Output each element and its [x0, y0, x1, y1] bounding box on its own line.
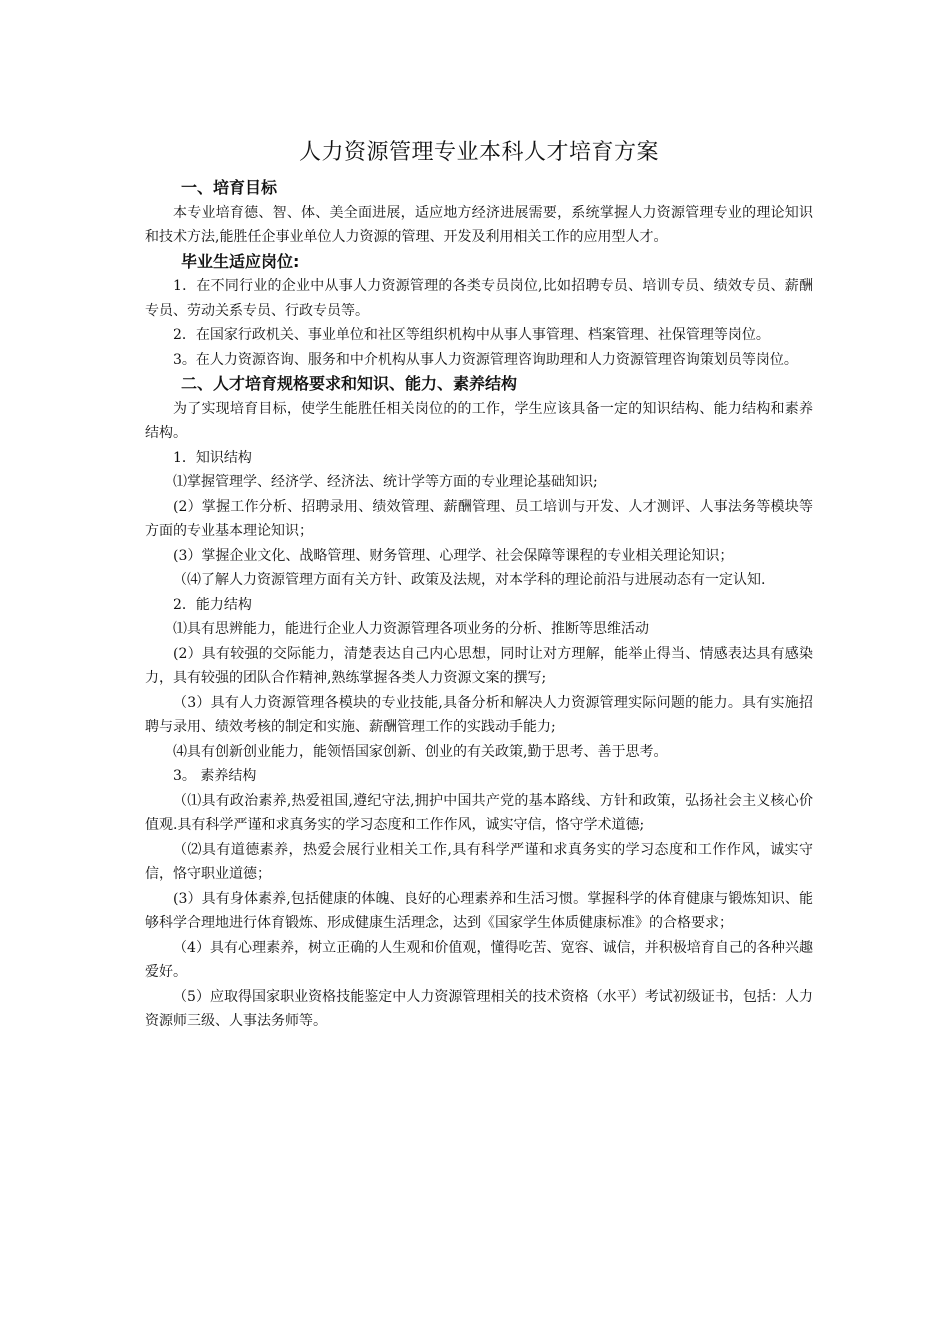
- section-heading-goals: 一、培育目标: [181, 178, 278, 197]
- subheading-knowledge: 1．知识结构: [173, 449, 252, 466]
- paragraph-structure-intro: 为了实现培育目标，使学生能胜任相关岗位的的工作，学生应该具备一定的知识结构、能力结构和素养结构。: [145, 400, 813, 441]
- job-item-2: 2．在国家行政机关、事业单位和社区等组织机构中从事人事管理、档案管理、社保管理等岗位。: [173, 327, 770, 343]
- knowledge-item-3: (3）掌握企业文化、战略管理、财务管理、心理学、社会保障等课程的专业相关理论知识；: [173, 547, 734, 564]
- knowledge-item-1: ⑴掌握管理学、经济学、经济法、统计学等方面的专业理论基础知识;: [173, 474, 598, 490]
- ability-item-1: ⑴具有思辨能力，能进行企业人力资源管理各项业务的分析、推断等思维活动: [173, 621, 649, 637]
- quality-item-1: （⑴具有政治素养,热爱祖国,遵纪守法,拥护中国共产党的基本路线、方针和政策，弘扬社会主义核心价值观.具有科学严谨和求真务实的学习态度和工作作风，诚实守信，恪守学术道德;: [145, 792, 813, 833]
- ability-item-4: ⑷具有创新创业能力，能领悟国家创新、创业的有关政策,勤于思考、善于思考。: [173, 743, 668, 760]
- section-heading-jobs: 毕业生适应岗位:: [181, 251, 300, 271]
- knowledge-item-2: (2）掌握工作分析、招聘录用、绩效管理、薪酬管理、员工培训与开发、人才测评、人事法务等模块等方面的专业基本理论知识；: [145, 498, 813, 539]
- document-title: 人力资源管理专业本科人才培育方案: [298, 140, 659, 165]
- subheading-quality: 3。 素养结构: [173, 768, 257, 784]
- ability-item-3: （3）具有人力资源管理各模块的专业技能,具备分析和解决人力资源管理实际问题的能力。具有实施招聘与录用、绩效考核的制定和实施、薪酬管理工作的实践动手能力;: [145, 694, 813, 735]
- quality-item-3: (3）具有身体素养,包括健康的体魄、良好的心理素养和生活习惯。掌握科学的体育健康与锻炼知识、能够科学合理地进行体育锻炼、形成健康生活理念，达到《国家学生体质健康标准》的合格要求；: [145, 890, 813, 931]
- job-item-1: 1．在不同行业的企业中从事人力资源管理的各类专员岗位,比如招聘专员、培训专员、绩效专员、薪酬专员、劳动关系专员、行政专员等。: [145, 278, 813, 319]
- subheading-ability: 2．能力结构: [173, 596, 252, 613]
- paragraph-goals: 本专业培育德、智、体、美全面进展，适应地方经济进展需要，系统掌握人力资源管理专业的理论知识和技术方法,能胜任企事业单位人力资源的管理、开发及利用相关工作的应用型人才。: [145, 204, 813, 245]
- ability-item-2: (2）具有较强的交际能力，清楚表达自己内心思想，同时让对方理解，能举止得当、情感表达具有感染力，具有较强的团队合作精神,熟练掌握各类人力资源文案的撰写;: [145, 645, 813, 686]
- document-body: [145, 128, 813, 1034]
- section-heading-structure: 二、人才培育规格要求和知识、能力、素养结构: [181, 374, 518, 393]
- quality-item-5: （5）应取得国家职业资格技能鉴定中人力资源管理相关的技术资格（水平）考试初级证书，包括：人力资源师三级、人事法务师等。: [145, 988, 813, 1029]
- quality-item-2: （⑵具有道德素养，热爱会展行业相关工作,具有科学严谨和求真务实的学习态度和工作作风，诚实守信，恪守职业道德；: [145, 841, 813, 882]
- job-item-3: 3。在人力资源咨询、服务和中介机构从事人力资源管理咨询助理和人力资源管理咨询策划员等岗位。: [173, 351, 798, 368]
- knowledge-item-4: （⑷了解人力资源管理方面有关方针、政策及法规，对本学科的理论前沿与进展动态有一定认知.: [173, 572, 766, 588]
- quality-item-4: （4）具有心理素养，树立正确的人生观和价值观，懂得吃苦、宽容、诚信，并积极培育自己的各种兴趣爱好。: [145, 939, 813, 980]
